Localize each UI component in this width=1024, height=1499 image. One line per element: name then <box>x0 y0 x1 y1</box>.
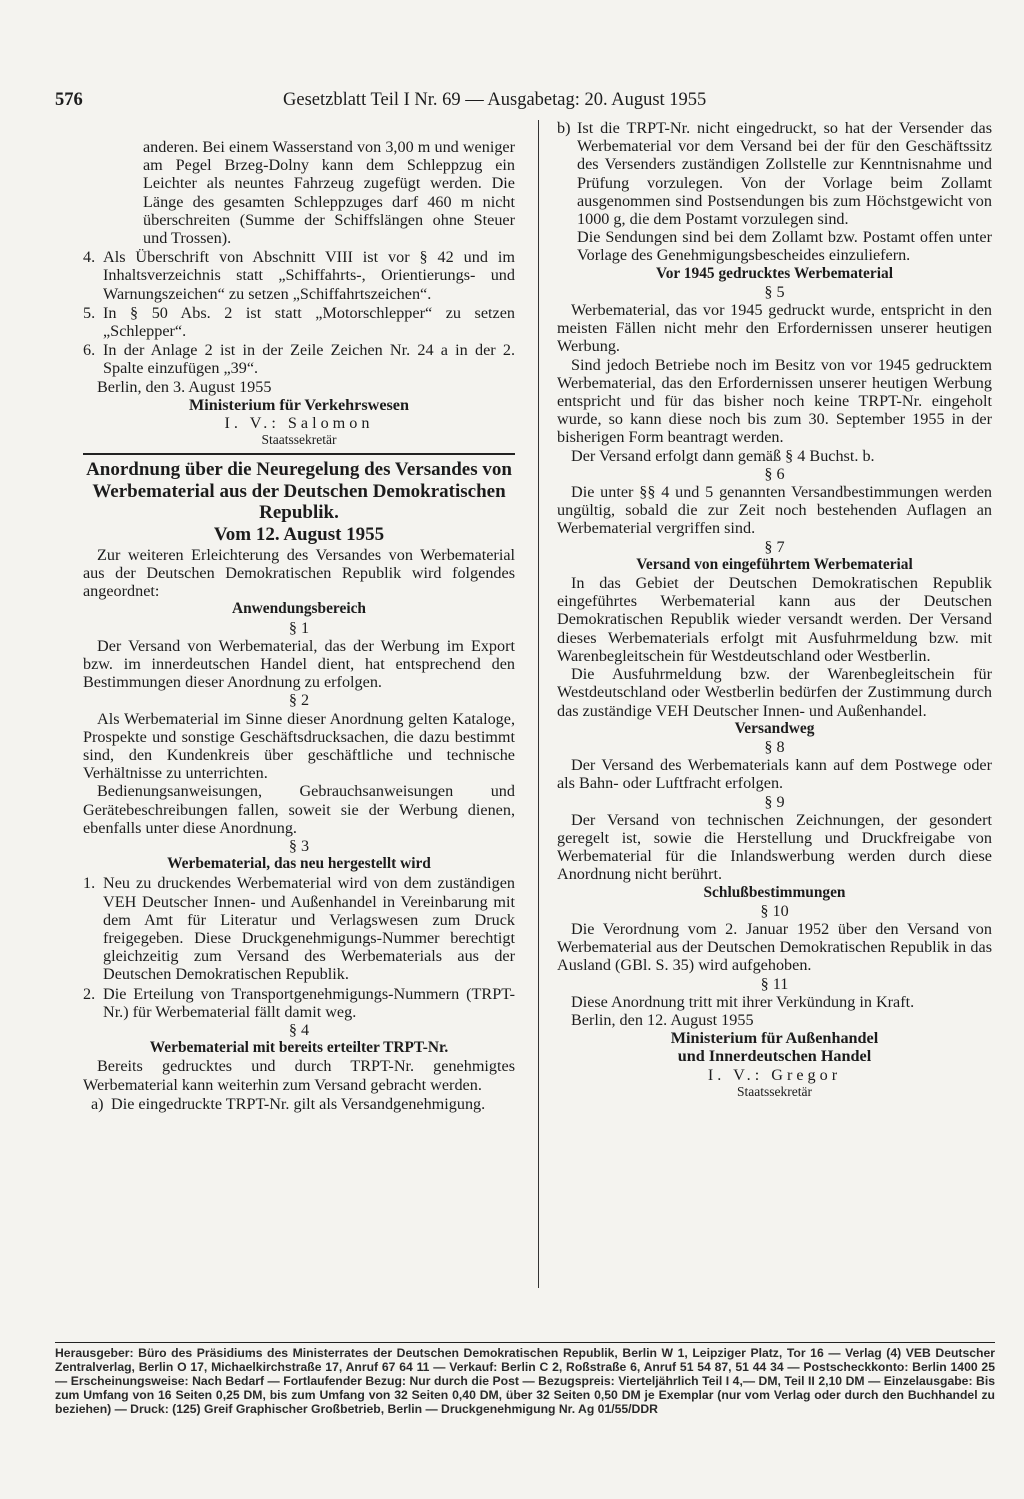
paragraph-text: Der Versand des Werbematerials kann auf dem Postwege oder als Bahn- oder Luftfracht erfolgen. <box>557 756 992 793</box>
paragraph-text: Bereits gedrucktes und durch TRPT-Nr. genehmigtes Werbematerial kann weiterhin zum Versand gebracht werden. <box>83 1057 515 1094</box>
page-number: 576 <box>55 90 83 110</box>
publisher-imprint: Herausgeber: Büro des Präsidiums des Ministerrates der Deutschen Demokratischen Republik, Berlin W 1, Leipziger Platz, Tor 16 — Verlag (4) VEB Deutscher Zentralverlag, Berlin O 17, Michaelkirchstraße 17, Anruf 67 64 11 — Verkauf: Berlin C 2, Roßstraße 6, Anruf 51 54 87, 51 44 34 — Postscheckkonto: Berlin 1400 25 — Erscheinungsweise: Nach Bedarf — Fortlaufender Bezug: Nur durch die Post — Bezugspreis: Vierteljährlich Teil I 4,— DM, Teil II 2,10 DM — Einzelausgabe: Bis zum Umfang von 16 Seiten 0,25 DM, bis zum Umfang von 32 Seiten 0,40 DM, über 32 Seiten 0,50 DM je Exemplar (nur vom Verlag oder durch den Buchhandel zu beziehen) — Druck: (125) Greif Graphischer Großbetrieb, Berlin — Druckgenehmigung Nr. Ag 01/55/DDR <box>55 1342 995 1416</box>
ministry-name: Ministerium für Außenhandel <box>670 1029 879 1048</box>
item-text: Die eingedruckte TRPT-Nr. gilt als Versandgenehmigung. <box>111 1094 486 1113</box>
ministry-name-cont: und Innerdeutschen Handel <box>677 1047 872 1066</box>
section-heading: Werbematerial mit bereits erteilter TRPT-Nr. <box>149 1039 449 1057</box>
paragraph-text: Diese Anordnung tritt mit ihrer Verkündung in Kraft. <box>571 992 915 1011</box>
paragraph-text: Die Sendungen sind bei dem Zollamt bzw. Postamt offen unter Vorlage des Genehmigungsbescheides einzuliefern. <box>577 228 992 265</box>
right-column <box>557 118 992 1099</box>
section-rule <box>83 453 515 455</box>
list-item <box>83 874 515 983</box>
paragraph-sign: § 6 <box>764 464 785 483</box>
paragraph-sign: § 3 <box>288 837 310 855</box>
list-item <box>83 248 515 303</box>
paragraph-text: Die unter §§ 4 und 5 genannten Versandbestimmungen werden ungültig, sobald die zur Zeit noch bestehenden Auflagen an Werbematerial vergriffen sind. <box>557 483 992 538</box>
continued-paragraph: anderen. Bei einem Wasserstand von 3,00 m und weniger am Pegel Brzeg-Dolny kann dem Schleppzug ein Leichter als neuntes Fahrzeug zugefügt werden. Die Länge des gesamten Schleppzuges darf 460 m nicht überschreiten (Summe der Schiffslängen ohne Steuer und Trossen). <box>143 138 515 248</box>
paragraph-text: In das Gebiet der Deutschen Demokratischen Republik eingeführtes Werbematerial kann aus der Deutschen Demokratischen Republik wieder versandt werden. Der Versand dieses Werbematerials erfolgt mit Ausfuhrmeldung bzw. mit Warenbegleitschein für Westdeutschland oder Westberlin. <box>557 574 992 665</box>
paragraph-text: Die Verordnung vom 2. Januar 1952 über den Versand von Werbematerial aus der Deutschen Demokratischen Republik in das Ausland (GBl. S. 35) wird aufgehoben. <box>557 919 992 975</box>
paragraph-sign: § 4 <box>288 1021 310 1040</box>
paragraph-text: Der Versand erfolgt dann gemäß § 4 Buchst. b. <box>571 446 875 465</box>
item-text: In der Anlage 2 ist in der Zeile Zeichen Nr. 24 a in der 2. Spalte einzufügen „39“. <box>103 341 515 378</box>
list-item <box>83 985 515 1021</box>
item-number: 1. <box>83 874 96 893</box>
section-heading: Versand von eingeführtem Werbematerial <box>636 555 913 573</box>
paragraph-text: Als Werbematerial im Sinne dieser Anordnung gelten Kataloge, Prospekte und sonstige Geschäftsdrucksachen, die dazu bestimmt sind, den Kundenkreis über geschäftliche und technische Verhältnisse zu unterrichten. <box>83 709 515 783</box>
ordinance-date: Vom 12. August 1955 <box>213 523 385 545</box>
paragraph-sign: § 9 <box>764 792 785 811</box>
left-column <box>83 118 515 1113</box>
paragraph-text: Sind jedoch Betriebe noch im Besitz von vor 1945 gedrucktem Werbematerial, das den Erfordernissen unserer heutigen Werbung entspricht und für das bisher noch keine TRPT-Nr. eingeholt wurde, so kann diese noch bis zum 30. September 1955 in der bisherigen Form beantragt werden. <box>557 355 992 447</box>
item-text: Neu zu druckendes Werbematerial wird von dem zuständigen VEH Deutscher Innen- und Außenhandel in Vereinbarung mit dem Amt für Literatur und Verlagswesen zum Druck freigegeben. Diese Druckgenehmigungs-Nummer berechtigt gleichzeitig zum Versand des Werbematerials aus der Deutschen Demokratischen Republik. <box>103 874 515 984</box>
item-number: 5. <box>83 303 96 322</box>
item-text: Ist die TRPT-Nr. nicht eingedruckt, so hat der Versender das Werbematerial vor dem Versand bei der für den Geschäftssitz des Versenders zuständigen Zollstelle zur Kenntnisnahme und Prüfung vorzulegen. Von der Vorlage beim Zollamt ausgenommen sind Postsendungen bis zum Höchstgewicht von 1000 g, die dem Postamt vorzulegen sind. <box>577 119 992 229</box>
item-text: Die Erteilung von Transportgenehmigungs-Nummern (TRPT-Nr.) für Werbematerial fällt damit weg. <box>103 984 515 1021</box>
list-item <box>91 1095 515 1113</box>
ordinance-title: Anordnung über die Neuregelung des Versandes von Werbematerial aus der Deutschen Demokratischen Republik. <box>86 459 512 524</box>
section-heading: Versandweg <box>734 719 815 737</box>
column-divider <box>538 120 539 1288</box>
paragraph-text: Bedienungsanweisungen, Gebrauchsanweisungen und Gerätebeschreibungen fallen, soweit sie der Werbung dienen, ebenfalls unter diese Anordnung. <box>83 782 515 837</box>
page-header <box>55 88 995 112</box>
item-label: a) <box>91 1094 104 1113</box>
paragraph-text: Der Versand von Werbematerial, das der Werbung im Export bzw. im innerdeutschen Handel dient, hat entsprechend den Bestimmungen dieser Anordnung zu erfolgen. <box>83 636 515 692</box>
paragraph-text: Die Ausfuhrmeldung bzw. der Warenbegleitschein für Westdeutschland oder Westberlin bedürfen der Zustimmung durch das zuständige VEH Deutscher Innen- und Außenhandel. <box>557 665 992 720</box>
ministry-name: Ministerium für Verkehrswesen <box>188 395 409 414</box>
section-heading: Werbematerial, das neu hergestellt wird <box>167 855 431 873</box>
paragraph-text: Der Versand von technischen Zeichnungen, der gesondert geregelt ist, sowie die Herstellung und Druckfreigabe von Werbematerial für die Inlandswerbung werden durch diese Anordnung nicht berührt. <box>557 810 992 884</box>
paragraph-sign: § 2 <box>288 691 310 710</box>
paragraph-text: Werbematerial, das vor 1945 gedruckt wurde, entspricht in den meisten Fällen nicht mehr den Erfordernissen unserer heutigen Werbung. <box>557 301 992 356</box>
item-label: b) <box>557 119 571 137</box>
signoff-date: Berlin, den 12. August 1955 <box>571 1010 754 1029</box>
signatory: I. V.: Gregor <box>707 1065 842 1084</box>
section-heading: Anwendungsbereich <box>232 600 366 618</box>
item-number: 6. <box>83 341 96 360</box>
list-item <box>557 119 992 228</box>
item-number: 4. <box>83 248 96 267</box>
signatory: I. V.: Salomon <box>224 414 374 433</box>
signatory-role: Staatssekretär <box>737 1083 812 1099</box>
section-heading: Schlußbestimmungen <box>703 883 846 901</box>
section-heading: Vor 1945 gedrucktes Werbematerial <box>656 264 893 282</box>
paragraph-sign: § 1 <box>288 618 310 637</box>
header-title: Gesetzblatt Teil I Nr. 69 — Ausgabetag: 20. August 1955 <box>283 90 707 110</box>
intro-paragraph: Zur weiteren Erleichterung des Versandes von Werbematerial aus der Deutschen Demokratischen Republik wird folgendes angeordnet: <box>83 545 515 601</box>
signoff-date: Berlin, den 3. August 1955 <box>97 377 272 396</box>
item-text: In § 50 Abs. 2 ist statt „Motorschlepper“ zu setzen „Schlepper“. <box>103 303 515 341</box>
paragraph-sign: § 10 <box>760 901 789 920</box>
item-text: Als Überschrift von Abschnitt VIII ist vor § 42 und im Inhaltsverzeichnis statt „Schiffahrts-, Orientierungs- und Warnungszeichen“ zu setzen „Schiffahrtszeichen“. <box>103 248 515 303</box>
list-item <box>83 304 515 340</box>
list-item <box>83 341 515 377</box>
paragraph-sign: § 11 <box>760 974 789 993</box>
item-number: 2. <box>83 984 96 1003</box>
paragraph-sign: § 8 <box>764 737 785 756</box>
paragraph-sign: § 5 <box>764 282 785 301</box>
paragraph-sign: § 7 <box>764 537 785 556</box>
signatory-role: Staatssekretär <box>261 432 337 448</box>
